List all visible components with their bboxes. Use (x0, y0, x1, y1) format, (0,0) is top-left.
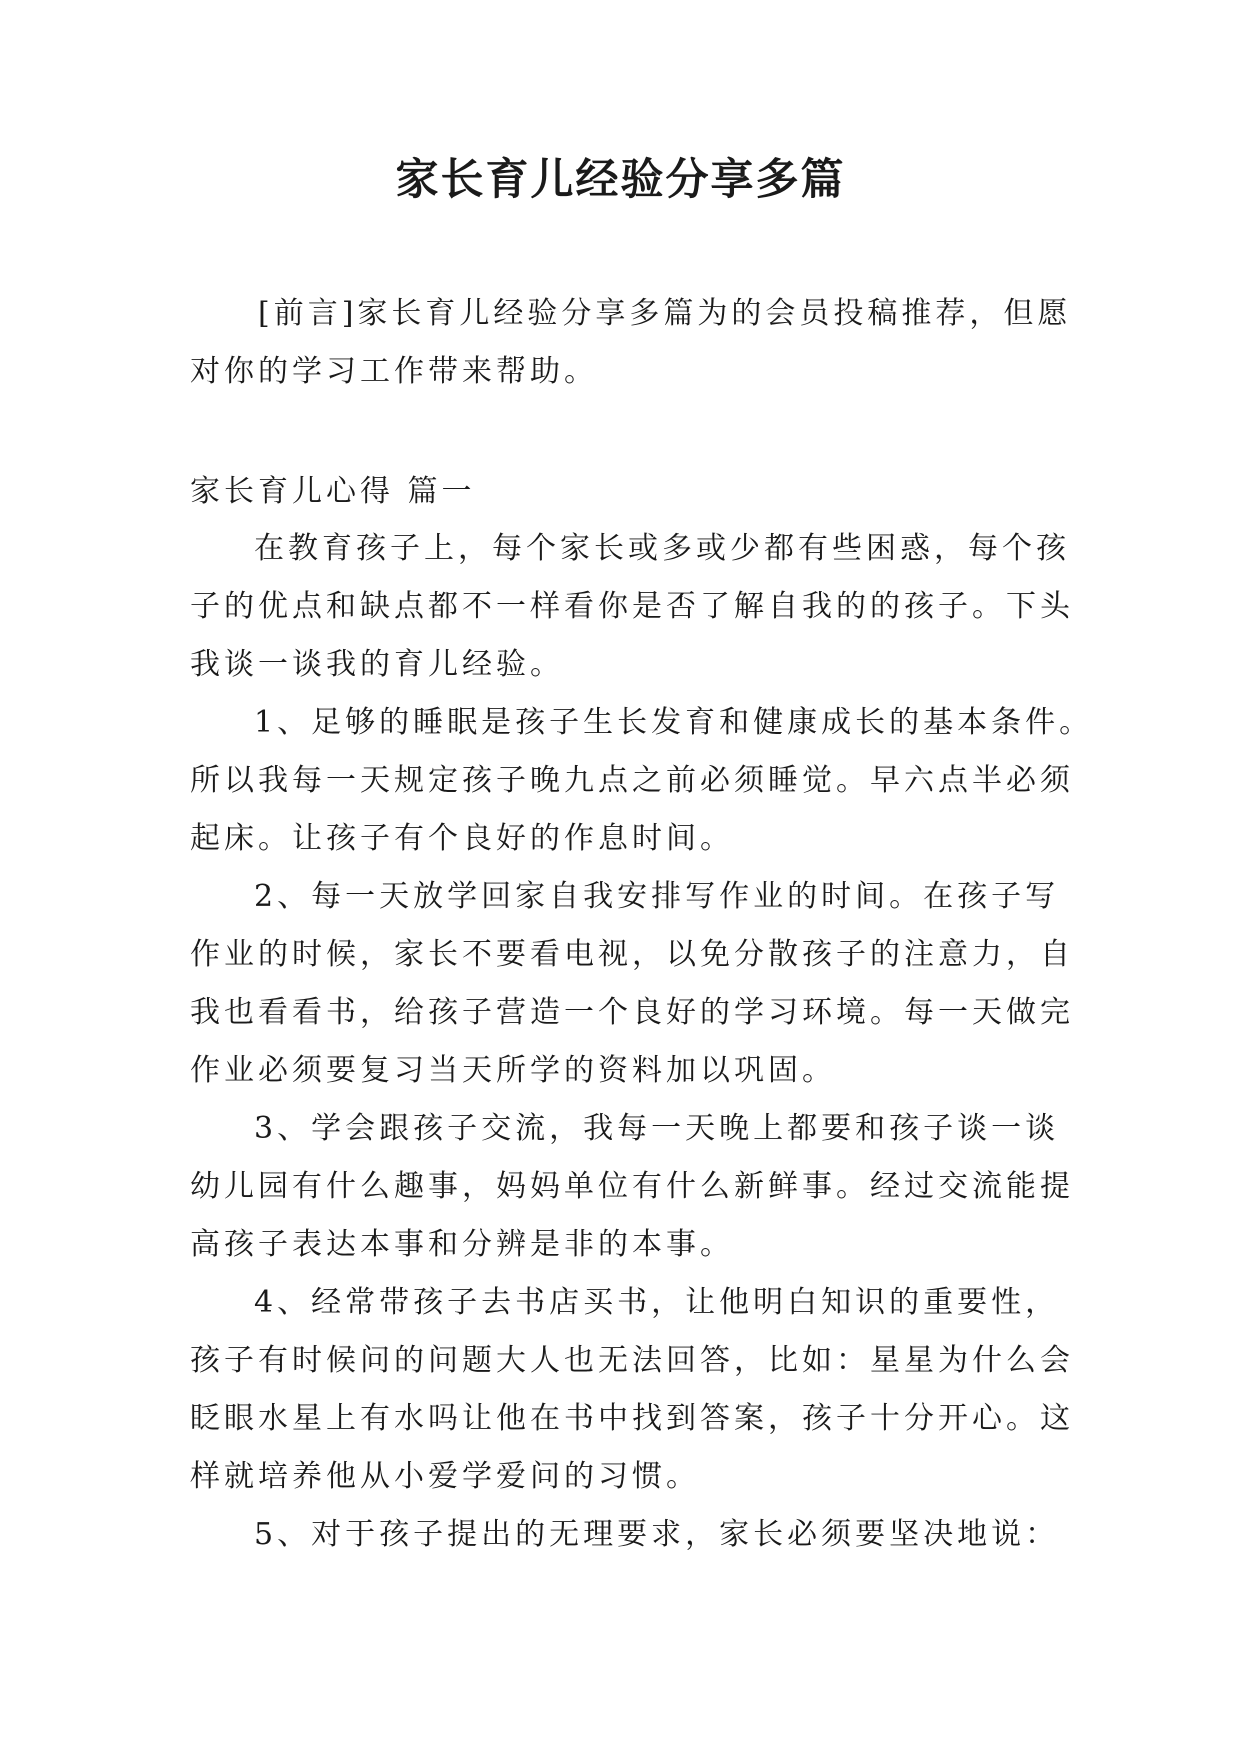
paragraph-line: 我也看看书，给孩子营造一个良好的学习环境。每一天做完 (190, 995, 1074, 1030)
paragraph-item-5 (190, 1506, 1060, 1564)
paragraph-line: 样就培养他从小爱学爱问的习惯。 (190, 1459, 700, 1494)
paragraph-line: 作业必须要复习当天所学的资料加以巩固。 (190, 1053, 836, 1088)
paragraph-line: 4、经常带孩子去书店买书，让他明白知识的重要性， (254, 1285, 1060, 1320)
paragraph-line: 我谈一谈我的育儿经验。 (190, 647, 564, 682)
paragraph-line: 1、足够的睡眠是孩子生长发育和健康成长的基本条件。 (254, 705, 1094, 740)
preface-line: [前言]家长育儿经验分享多篇为的会员投稿推荐，但愿 (258, 296, 1072, 331)
paragraph-intro (190, 520, 1074, 694)
paragraph-line: 所以我每一天规定孩子晚九点之前必须睡觉。早六点半必须 (190, 763, 1074, 798)
paragraph-item-3 (190, 1100, 1074, 1274)
paragraph-line: 眨眼水星上有水吗让他在书中找到答案，孩子十分开心。这 (190, 1401, 1074, 1436)
paragraph-line: 起床。让孩子有个良好的作息时间。 (190, 821, 734, 856)
paragraph-line: 幼儿园有什么趣事，妈妈单位有什么新鲜事。经过交流能提 (190, 1169, 1074, 1204)
preface-line: 对你的学习工作带来帮助。 (190, 354, 598, 389)
paragraph-line: 孩子有时候问的问题大人也无法回答，比如：星星为什么会 (190, 1343, 1074, 1378)
paragraph-line: 5、对于孩子提出的无理要求，家长必须要坚决地说： (254, 1517, 1060, 1552)
paragraph-line: 3、学会跟孩子交流，我每一天晚上都要和孩子谈一谈 (254, 1111, 1060, 1146)
paragraph-line: 高孩子表达本事和分辨是非的本事。 (190, 1227, 734, 1262)
preface (190, 285, 1072, 401)
paragraph-item-1 (190, 694, 1094, 868)
section-heading: 家长育儿心得 篇一 (190, 474, 476, 509)
preface-paragraph (190, 285, 1072, 401)
paragraph-line: 在教育孩子上，每个家长或多或少都有些困惑，每个孩 (254, 531, 1070, 566)
section-content (190, 520, 1094, 1564)
paragraph-item-4 (190, 1274, 1074, 1506)
paragraph-line: 作业的时候，家长不要看电视，以免分散孩子的注意力，自 (190, 937, 1074, 972)
paragraph-item-2 (190, 868, 1074, 1100)
document-title: 家长育儿经验分享多篇 (395, 155, 846, 205)
paragraph-line: 子的优点和缺点都不一样看你是否了解自我的的孩子。下头 (190, 589, 1074, 624)
paragraph-line: 2、每一天放学回家自我安排写作业的时间。在孩子写 (254, 879, 1060, 914)
